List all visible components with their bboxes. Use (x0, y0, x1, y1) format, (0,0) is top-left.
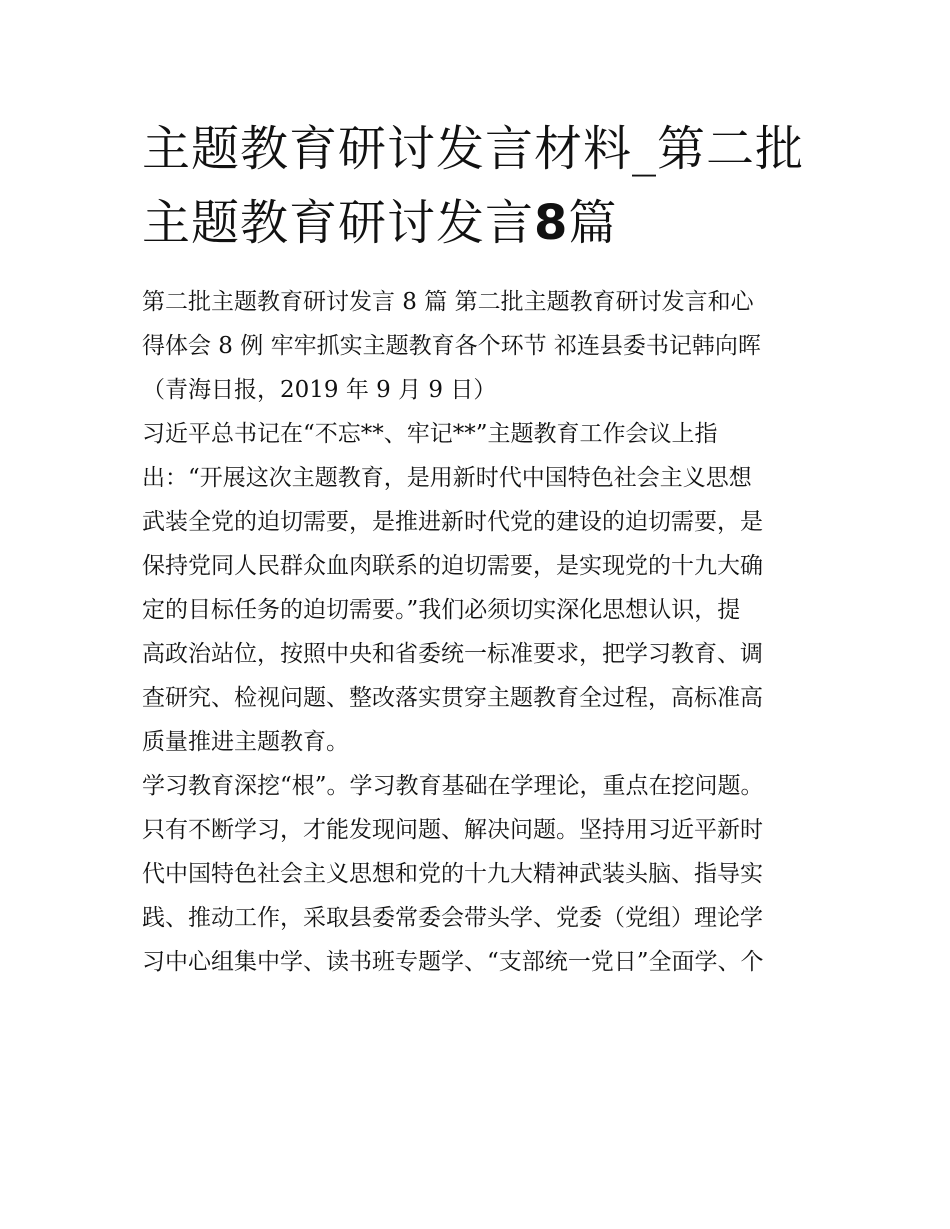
body-line-16: 习中心组集中学、读书班专题学、“支部统一党日”全面学、个 (142, 949, 764, 975)
title-suffix: 篇 (568, 195, 618, 251)
body-line-11: 质量推进主题教育。 (142, 729, 349, 755)
body-line-6: 武装全党的迫切需要，是推进新时代党的建设的迫切需要，是 (142, 509, 763, 535)
title-line-2 (142, 186, 822, 260)
title-line-1: 主题教育研讨发言材料_第二批 (142, 121, 805, 177)
body-line-14: 代中国特色社会主义思想和党的十九大精神武装头脑、指导实 (142, 861, 763, 887)
body-line-3: （青海日报，2019 年 9 月 9 日） (142, 377, 497, 403)
document-title (142, 112, 822, 260)
body-line-15: 践、推动工作，采取县委常委会带头学、党委（党组）理论学 (142, 905, 763, 931)
body-line-8: 定的目标任务的迫切需要。”我们必须切实深化思想认识，提 (142, 597, 741, 623)
body-line-12: 学习教育深挖“根”。学习教育基础在学理论，重点在挖问题。 (142, 773, 764, 799)
body-line-7: 保持党同人民群众血肉联系的迫切需要，是实现党的十九大确 (142, 553, 763, 579)
body-line-13: 只有不断学习，才能发现问题、解决问题。坚持用习近平新时 (142, 817, 763, 843)
body-line-9: 高政治站位，按照中央和省委统一标准要求，把学习教育、调 (142, 641, 763, 667)
title-line-2-text: 主题教育研讨发言 (142, 195, 535, 251)
body-line-10: 查研究、检视问题、整改落实贯穿主题教育全过程，高标准高 (142, 685, 763, 711)
document-body (142, 280, 822, 984)
body-line-1: 第二批主题教育研讨发言 8 篇 第二批主题教育研讨发言和心 (142, 289, 754, 315)
body-line-4: 习近平总书记在“不忘**、牢记**”主题教育工作会议上指 (142, 421, 718, 447)
body-line-2: 得体会 8 例 牢牢抓实主题教育各个环节 祁连县委书记韩向晖 (142, 333, 761, 359)
title-number: 8 (534, 195, 569, 251)
body-line-5: 出：“开展这次主题教育，是用新时代中国特色社会主义思想 (142, 465, 752, 491)
